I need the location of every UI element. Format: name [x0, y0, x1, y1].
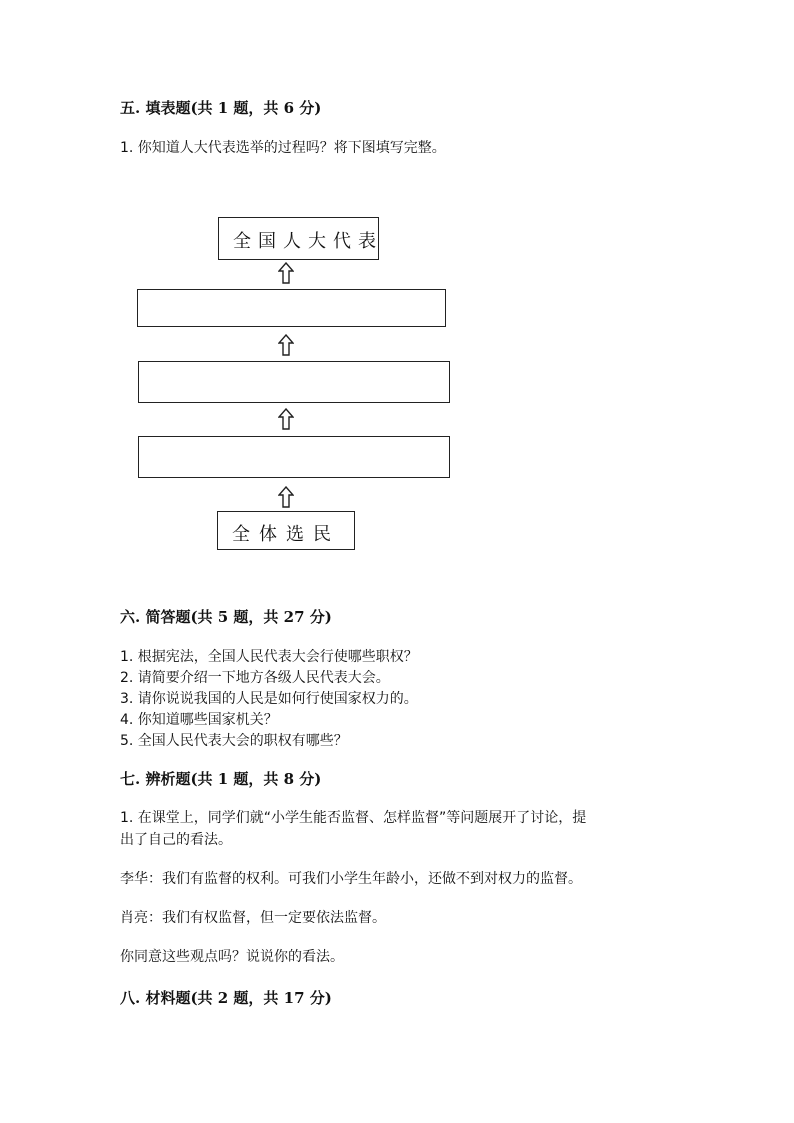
up-arrow-icon [278, 334, 294, 356]
section-6-heading: 六. 简答题(共 5 题，共 27 分) [120, 608, 332, 626]
blank-box-3[interactable] [138, 436, 450, 478]
blank-box-2[interactable] [138, 361, 450, 403]
bottom-box-label: 全体选民 [232, 524, 340, 545]
list-item: 1. 根据宪法，全国人民代表大会行使哪些职权？ [120, 649, 418, 665]
section-7-heading: 七. 辨析题(共 1 题，共 8 分) [120, 770, 322, 788]
up-arrow-icon [278, 486, 294, 508]
list-item: 5. 全国人民代表大会的职权有哪些？ [120, 733, 348, 749]
section-8-heading: 八. 材料题(共 2 题，共 17 分) [120, 989, 332, 1007]
list-item: 4. 你知道哪些国家机关？ [120, 712, 278, 728]
list-item: 2. 请简要介绍一下地方各级人民代表大会。 [120, 670, 390, 686]
xiaoliang-statement: 肖亮：我们有权监督，但一定要依法监督。 [120, 910, 386, 926]
list-item: 3. 请你说说我国的人民是如何行使国家权力的。 [120, 691, 418, 707]
blank-box-1[interactable] [137, 289, 446, 327]
section-7-prompt: 你同意这些观点吗？说说你的看法。 [120, 949, 344, 965]
section-5-question: 1. 你知道人大代表选举的过程吗？将下图填写完整。 [120, 140, 446, 156]
top-box-label: 全国人大代表 [233, 231, 383, 252]
lihua-statement: 李华：我们有监督的权利。可我们小学生年龄小，还做不到对权力的监督。 [120, 871, 582, 887]
up-arrow-icon [278, 408, 294, 430]
top-box [218, 217, 383, 260]
up-arrow-icon [278, 262, 294, 284]
section-7-question-line-2: 出了自己的看法。 [120, 832, 232, 848]
section-5-heading: 五. 填表题(共 1 题，共 6 分) [120, 99, 322, 117]
bottom-box [217, 511, 355, 550]
section-7-question-line-1: 1. 在课堂上，同学们就“小学生能否监督、怎样监督”等问题展开了讨论，提 [120, 810, 587, 826]
